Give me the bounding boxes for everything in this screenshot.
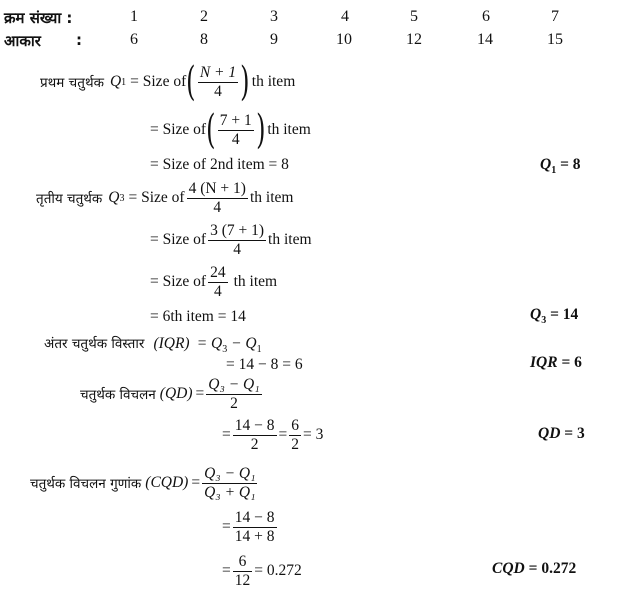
fraction-numerator: 4 (N + 1) (188, 179, 246, 197)
iqr-sub3: 3 (222, 344, 228, 356)
qd-result (538, 425, 585, 443)
qd-eq2: = (222, 426, 231, 443)
qd-fraction-2 (233, 417, 277, 454)
left-paren: ( (186, 59, 196, 105)
q1-result (540, 156, 581, 176)
iqr-sub1: 1 (256, 344, 262, 356)
q3-subscript: 3 (119, 192, 125, 204)
qd-line-2 (222, 414, 323, 456)
size-cell: 10 (336, 31, 352, 48)
iqr-line-1 (44, 333, 262, 355)
cqd-tail: = 0.272 (254, 562, 302, 579)
fraction-numerator: 7 + 1 (219, 111, 252, 129)
q3-fraction-2 (208, 222, 266, 259)
qd-result-symbol: QD (538, 425, 561, 442)
fraction-numerator: 6 (233, 553, 253, 572)
serial-cell: 3 (270, 8, 278, 25)
fraction-numerator: 14 − 8 (234, 508, 275, 526)
qd-result-value: = 3 (564, 425, 585, 442)
iqr-expr: = Q (196, 335, 223, 352)
fraction-numerator: N + 1 (199, 63, 237, 81)
cqd-result (492, 560, 576, 578)
fraction-denominator: 4 (233, 240, 241, 258)
fraction-numerator: Q₃ − Q₁ (208, 375, 260, 393)
right-paren: ) (255, 107, 266, 153)
fraction-denominator: 12 (234, 571, 251, 589)
cqd-abbr: (CQD) (145, 474, 189, 491)
fraction-denominator: 14 + 8 (234, 527, 275, 545)
cqd-eq2: = (222, 518, 231, 535)
qd-line-1 (80, 373, 264, 415)
iqr-result-symbol: IQR (530, 354, 558, 371)
size-cell: 6 (130, 31, 138, 48)
size-cell: 8 (200, 31, 208, 48)
q1-size-of-2: = Size of (150, 121, 207, 138)
fraction-denominator: 4 (213, 198, 222, 216)
serial-cell: 6 (482, 8, 490, 25)
size-cell: 15 (547, 31, 563, 48)
q3-th-item-2: th item (268, 231, 312, 248)
fraction-numerator: 14 − 8 (234, 416, 275, 434)
q3-fraction (187, 180, 248, 217)
q1-label: प्रथम चतुर्थक (40, 75, 104, 91)
cqd-line-1 (30, 461, 259, 505)
fraction-numerator: 3 (7 + 1) (210, 221, 265, 239)
q1-result-value: = 8 (560, 156, 581, 173)
fraction-denominator: 2 (230, 394, 238, 412)
iqr-line-2: = 14 − 8 = 6 (226, 356, 303, 373)
serial-cell: 5 (410, 8, 418, 25)
cqd-result-value: = 0.272 (528, 560, 577, 577)
cqd-fraction-2 (233, 509, 277, 546)
cqd-label: चतुर्थक विचलन गुणांक (30, 476, 142, 492)
q3-result-symbol: Q (530, 306, 542, 323)
right-paren: ) (240, 59, 250, 105)
qd-fraction-1 (206, 376, 261, 413)
serial-cell: 7 (551, 8, 559, 25)
iqr-minus: − Q (227, 335, 257, 352)
q1-fraction-2 (218, 112, 254, 149)
q3-line-4: = 6th item = 14 (150, 308, 246, 325)
fraction-denominator: 4 (231, 130, 240, 148)
qd-eq3: = (278, 426, 288, 443)
serial-cell: 2 (200, 8, 208, 25)
q3-line-3 (150, 262, 277, 302)
qd-tail: = 3 (303, 426, 324, 443)
q3-size-of: = Size of (128, 189, 185, 206)
cqd-result-symbol: CQD (492, 560, 525, 577)
fraction-denominator: Q₃ + Q₁ (204, 483, 256, 501)
q1-result-symbol: Q (540, 156, 552, 173)
q3-size-of-3: = Size of (150, 273, 207, 290)
q3-label: तृतीय चतुर्थक (36, 191, 103, 207)
cqd-line-2 (222, 505, 279, 549)
q1-subscript: 1 (121, 76, 127, 88)
serial-cell: 4 (341, 8, 349, 25)
cqd-fraction-1 (202, 465, 257, 502)
size-cell: 14 (477, 31, 493, 48)
q3-fraction-3 (208, 264, 228, 301)
q1-line-2 (150, 108, 311, 152)
q3-line-2 (150, 220, 312, 260)
q1-th-item-2: th item (267, 121, 311, 138)
q1-size-of: = Size of (130, 73, 187, 90)
size-cell: 9 (270, 31, 278, 48)
iqr-label: अंतर चतुर्थक विस्तार (44, 336, 145, 352)
size-cell: 12 (406, 31, 422, 48)
left-paren: ( (206, 107, 216, 153)
q1-symbol: Q (109, 73, 122, 90)
q1-fraction (198, 64, 238, 101)
fraction-numerator: Q₃ − Q₁ (204, 464, 256, 482)
q1-result-subscript: 1 (551, 165, 557, 177)
q1-th-item: th item (251, 73, 296, 90)
q3-result (530, 306, 578, 326)
iqr-abbr: (IQR) (153, 335, 190, 352)
q3-result-subscript: 3 (541, 315, 547, 327)
fraction-numerator: 24 (210, 263, 226, 281)
fraction-denominator: 2 (250, 435, 259, 453)
q1-line-1 (40, 60, 295, 104)
iqr-result-value: = 6 (561, 354, 582, 371)
size-row-colon: : (76, 31, 82, 49)
q3-result-value: = 14 (550, 306, 579, 323)
q3-size-of-2: = Size of (150, 231, 207, 248)
cqd-eq: = (191, 474, 201, 491)
qd-label: चतुर्थक विचलन (80, 387, 156, 403)
serial-row-label: क्रम संख्या : (4, 9, 73, 27)
qd-abbr: (QD) (159, 385, 193, 402)
cqd-line-3 (222, 550, 302, 592)
qd-fraction-3 (289, 417, 301, 454)
fraction-denominator: 4 (214, 82, 222, 100)
fraction-denominator: 4 (213, 282, 222, 300)
q3-symbol: Q (108, 189, 120, 206)
cqd-fraction-3 (233, 553, 253, 590)
iqr-result (530, 354, 582, 372)
size-row-label: आकार (4, 32, 41, 50)
cqd-eq3: = (222, 562, 231, 579)
q1-line-3: = Size of 2nd item = 8 (150, 156, 289, 173)
serial-cell: 1 (130, 8, 138, 25)
qd-eq: = (195, 385, 205, 402)
q3-th-item: th item (249, 189, 294, 206)
fraction-denominator: 2 (291, 435, 299, 453)
q3-th-item-3: th item (233, 273, 278, 290)
fraction-numerator: 6 (291, 416, 299, 434)
q3-line-1 (36, 178, 293, 218)
